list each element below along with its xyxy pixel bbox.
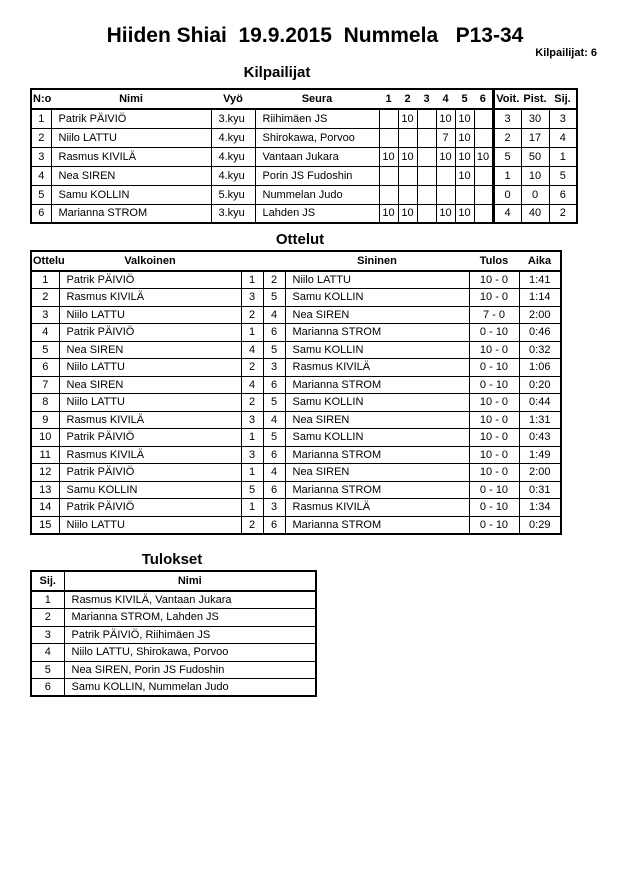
table-cell: Marianna STROM: [285, 376, 469, 394]
table-cell: 1: [241, 464, 263, 482]
table-cell: Niilo LATTU: [59, 516, 241, 534]
table-cell: 40: [521, 204, 549, 223]
table-cell: 2: [263, 271, 285, 289]
table-cell: 0 - 10: [469, 481, 519, 499]
table-cell: Patrik PÄIVIÖ, Riihimäen JS: [64, 626, 316, 644]
table-cell: Niilo LATTU: [59, 306, 241, 324]
table-cell: 0:29: [519, 516, 561, 534]
table-cell: 2: [31, 128, 51, 147]
table-row: [31, 644, 316, 662]
table-cell: 4.kyu: [211, 147, 255, 166]
table-cell: [379, 128, 398, 147]
tulokset-section-title: Tulokset: [141, 551, 203, 568]
table-cell: Marianna STROM: [51, 204, 211, 223]
table-cell: 1:34: [519, 499, 561, 517]
table-cell: 3: [263, 359, 285, 377]
table-row: [31, 109, 577, 128]
table-cell: Marianna STROM: [285, 481, 469, 499]
table-cell: [474, 166, 493, 185]
table-cell: 4: [31, 166, 51, 185]
table-cell: 0:20: [519, 376, 561, 394]
table-cell: 1: [31, 591, 64, 609]
table-cell: 10: [455, 166, 474, 185]
table-row: [31, 289, 561, 307]
competitors-count-label: Kilpailijat: 6: [535, 47, 597, 59]
table-cell: Samu KOLLIN, Nummelan Judo: [64, 679, 316, 697]
table-cell: [474, 109, 493, 128]
table-cell: Vantaan Jukara: [255, 147, 379, 166]
table-cell: Rasmus KIVILÄ: [59, 411, 241, 429]
table-cell: 7 - 0: [469, 306, 519, 324]
ottelut-header-row: [31, 251, 561, 271]
table-cell: 3: [31, 306, 59, 324]
table-cell: 2: [241, 394, 263, 412]
table-cell: Nea SIREN: [285, 306, 469, 324]
column-header: 6: [474, 89, 493, 109]
table-cell: [474, 128, 493, 147]
table-cell: 10: [379, 147, 398, 166]
table-cell: 1:41: [519, 271, 561, 289]
column-header: Vyö: [211, 89, 255, 109]
table-cell: [436, 166, 455, 185]
table-cell: 10: [436, 204, 455, 223]
table-cell: [417, 166, 436, 185]
table-cell: [474, 185, 493, 204]
ottelut-section-title: Ottelut: [275, 231, 325, 248]
table-cell: 8: [31, 394, 59, 412]
ottelut-table: [30, 250, 562, 535]
table-cell: 1:49: [519, 446, 561, 464]
table-cell: Rasmus KIVILÄ: [51, 147, 211, 166]
table-cell: [417, 109, 436, 128]
kilpailijat-header-row: [31, 89, 577, 109]
table-cell: 2: [241, 306, 263, 324]
table-cell: 10: [398, 204, 417, 223]
table-row: [31, 341, 561, 359]
table-cell: Samu KOLLIN: [51, 185, 211, 204]
table-cell: 6: [31, 679, 64, 697]
table-cell: 4.kyu: [211, 166, 255, 185]
table-cell: 1: [31, 271, 59, 289]
table-cell: [379, 109, 398, 128]
table-cell: 0: [521, 185, 549, 204]
column-header: Valkoinen: [59, 251, 241, 271]
table-cell: 6: [31, 204, 51, 223]
table-cell: 1: [493, 166, 521, 185]
table-cell: 0:32: [519, 341, 561, 359]
table-cell: 10 - 0: [469, 429, 519, 447]
table-cell: 7: [31, 376, 59, 394]
table-cell: 9: [31, 411, 59, 429]
table-cell: 7: [436, 128, 455, 147]
table-cell: 10: [379, 204, 398, 223]
table-cell: Nummelan Judo: [255, 185, 379, 204]
table-cell: Nea SIREN: [51, 166, 211, 185]
table-cell: 0 - 10: [469, 516, 519, 534]
table-cell: 4: [263, 464, 285, 482]
table-cell: 1: [241, 271, 263, 289]
table-cell: 0:46: [519, 324, 561, 342]
table-cell: 1:31: [519, 411, 561, 429]
table-cell: [379, 166, 398, 185]
table-cell: Nea SIREN: [59, 341, 241, 359]
tulokset-header-row: [31, 571, 316, 591]
table-cell: Nea SIREN: [285, 411, 469, 429]
table-cell: 4: [263, 306, 285, 324]
table-cell: Rasmus KIVILÄ, Vantaan Jukara: [64, 591, 316, 609]
table-cell: 5: [31, 185, 51, 204]
column-header: Voit.: [493, 89, 521, 109]
table-cell: 3: [493, 109, 521, 128]
table-cell: Rasmus KIVILÄ: [59, 289, 241, 307]
table-cell: [474, 204, 493, 223]
table-cell: 5: [493, 147, 521, 166]
table-row: [31, 591, 316, 609]
column-header: Sininen: [285, 251, 469, 271]
table-row: [31, 359, 561, 377]
table-cell: 4: [493, 204, 521, 223]
column-header: [263, 251, 285, 271]
table-cell: Patrik PÄIVIÖ: [51, 109, 211, 128]
table-row: [31, 376, 561, 394]
table-row: [31, 394, 561, 412]
table-cell: 4: [263, 411, 285, 429]
table-cell: Niilo LATTU: [285, 271, 469, 289]
table-cell: 2: [549, 204, 577, 223]
table-row: [31, 446, 561, 464]
table-cell: [417, 185, 436, 204]
column-header: Nimi: [64, 571, 316, 591]
table-cell: 3: [241, 446, 263, 464]
table-cell: 10: [455, 147, 474, 166]
table-cell: 0:43: [519, 429, 561, 447]
table-cell: Niilo LATTU, Shirokawa, Porvoo: [64, 644, 316, 662]
table-cell: 5: [263, 341, 285, 359]
table-cell: 10: [474, 147, 493, 166]
table-cell: 10: [455, 204, 474, 223]
table-cell: 14: [31, 499, 59, 517]
table-cell: 6: [263, 446, 285, 464]
column-header: Seura: [255, 89, 379, 109]
table-cell: 5: [31, 661, 64, 679]
table-cell: 10: [455, 109, 474, 128]
table-cell: 10: [455, 128, 474, 147]
column-header: Nimi: [51, 89, 211, 109]
table-cell: Rasmus KIVILÄ: [59, 446, 241, 464]
table-cell: Samu KOLLIN: [59, 481, 241, 499]
table-row: [31, 626, 316, 644]
table-cell: 2:00: [519, 464, 561, 482]
table-cell: Porin JS Fudoshin: [255, 166, 379, 185]
table-cell: Samu KOLLIN: [285, 429, 469, 447]
table-cell: 5: [549, 166, 577, 185]
table-cell: 5: [241, 481, 263, 499]
table-cell: 5.kyu: [211, 185, 255, 204]
table-cell: 4: [241, 376, 263, 394]
column-header: Pist.: [521, 89, 549, 109]
table-row: [31, 306, 561, 324]
table-cell: Samu KOLLIN: [285, 394, 469, 412]
table-cell: Marianna STROM: [285, 516, 469, 534]
table-cell: 0 - 10: [469, 499, 519, 517]
table-row: [31, 661, 316, 679]
table-row: [31, 464, 561, 482]
table-cell: Niilo LATTU: [59, 359, 241, 377]
table-cell: 1: [241, 324, 263, 342]
table-cell: 4: [241, 341, 263, 359]
table-cell: 11: [31, 446, 59, 464]
table-cell: [379, 185, 398, 204]
table-row: [31, 324, 561, 342]
table-cell: 0 - 10: [469, 376, 519, 394]
column-header: 4: [436, 89, 455, 109]
table-cell: 10: [398, 147, 417, 166]
table-cell: Niilo LATTU: [51, 128, 211, 147]
column-header: 5: [455, 89, 474, 109]
table-cell: 10: [436, 147, 455, 166]
table-cell: Niilo LATTU: [59, 394, 241, 412]
table-cell: 13: [31, 481, 59, 499]
table-cell: 30: [521, 109, 549, 128]
table-cell: 10 - 0: [469, 289, 519, 307]
table-cell: Lahden JS: [255, 204, 379, 223]
table-cell: Patrik PÄIVIÖ: [59, 271, 241, 289]
table-cell: 10 - 0: [469, 394, 519, 412]
column-header: 3: [417, 89, 436, 109]
table-cell: 3: [31, 147, 51, 166]
table-cell: 50: [521, 147, 549, 166]
page-title: Hiiden Shiai 19.9.2015 Nummela P13-34: [106, 24, 524, 47]
table-cell: 1:14: [519, 289, 561, 307]
table-cell: 4: [31, 644, 64, 662]
table-cell: [436, 185, 455, 204]
table-row: [31, 128, 577, 147]
table-cell: Samu KOLLIN: [285, 341, 469, 359]
table-row: [31, 481, 561, 499]
table-cell: 2: [493, 128, 521, 147]
table-cell: [398, 128, 417, 147]
table-cell: 3: [31, 626, 64, 644]
table-cell: 5: [31, 341, 59, 359]
table-cell: Marianna STROM: [285, 324, 469, 342]
table-cell: 0 - 10: [469, 324, 519, 342]
table-cell: [398, 166, 417, 185]
table-cell: 2: [241, 359, 263, 377]
table-cell: 6: [263, 376, 285, 394]
table-cell: 10: [436, 109, 455, 128]
table-row: [31, 516, 561, 534]
table-row: [31, 609, 316, 627]
table-cell: 6: [263, 324, 285, 342]
table-cell: Shirokawa, Porvoo: [255, 128, 379, 147]
table-cell: 1: [31, 109, 51, 128]
column-header: Sij.: [31, 571, 64, 591]
table-row: [31, 679, 316, 697]
table-cell: 10: [521, 166, 549, 185]
table-cell: Riihimäen JS: [255, 109, 379, 128]
table-cell: 10 - 0: [469, 271, 519, 289]
table-row: [31, 204, 577, 223]
column-header: [241, 251, 263, 271]
table-cell: 0 - 10: [469, 359, 519, 377]
table-row: [31, 147, 577, 166]
column-header: Aika: [519, 251, 561, 271]
table-cell: [417, 204, 436, 223]
column-header: Ottelu: [31, 251, 59, 271]
table-row: [31, 166, 577, 185]
tulokset-table: [30, 570, 317, 697]
table-cell: 6: [549, 185, 577, 204]
table-cell: [417, 147, 436, 166]
table-cell: 6: [263, 516, 285, 534]
column-header: 1: [379, 89, 398, 109]
table-cell: 2: [31, 609, 64, 627]
table-cell: Patrik PÄIVIÖ: [59, 324, 241, 342]
table-cell: Patrik PÄIVIÖ: [59, 429, 241, 447]
table-cell: Nea SIREN: [59, 376, 241, 394]
table-row: [31, 271, 561, 289]
table-cell: Rasmus KIVILÄ: [285, 499, 469, 517]
table-cell: 5: [263, 289, 285, 307]
table-cell: 17: [521, 128, 549, 147]
table-cell: 2: [241, 516, 263, 534]
table-cell: 15: [31, 516, 59, 534]
column-header: Tulos: [469, 251, 519, 271]
table-row: [31, 411, 561, 429]
table-cell: 1: [549, 147, 577, 166]
kilpailijat-table: [30, 88, 578, 224]
table-cell: 0:44: [519, 394, 561, 412]
table-cell: 3.kyu: [211, 204, 255, 223]
table-cell: Nea SIREN: [285, 464, 469, 482]
table-cell: 0: [493, 185, 521, 204]
column-header: N:o: [31, 89, 51, 109]
table-cell: 3: [241, 411, 263, 429]
table-row: [31, 185, 577, 204]
table-cell: Patrik PÄIVIÖ: [59, 499, 241, 517]
table-cell: 3: [263, 499, 285, 517]
table-cell: 10 - 0: [469, 446, 519, 464]
table-cell: [417, 128, 436, 147]
table-row: [31, 429, 561, 447]
table-cell: 2: [31, 289, 59, 307]
table-cell: Marianna STROM: [285, 446, 469, 464]
table-cell: 4: [31, 324, 59, 342]
table-cell: 12: [31, 464, 59, 482]
table-cell: Patrik PÄIVIÖ: [59, 464, 241, 482]
table-cell: 3: [549, 109, 577, 128]
table-cell: 1: [241, 499, 263, 517]
kilpailijat-section-title: Kilpailijat: [243, 64, 311, 81]
table-cell: Nea SIREN, Porin JS Fudoshin: [64, 661, 316, 679]
table-cell: 10: [398, 109, 417, 128]
table-cell: 10 - 0: [469, 411, 519, 429]
table-cell: 1:06: [519, 359, 561, 377]
table-cell: 4: [549, 128, 577, 147]
table-cell: 4.kyu: [211, 128, 255, 147]
table-cell: 5: [263, 394, 285, 412]
table-cell: Samu KOLLIN: [285, 289, 469, 307]
table-cell: 6: [31, 359, 59, 377]
table-cell: Marianna STROM, Lahden JS: [64, 609, 316, 627]
column-header: Sij.: [549, 89, 577, 109]
table-cell: Rasmus KIVILÄ: [285, 359, 469, 377]
table-cell: 5: [263, 429, 285, 447]
table-cell: 3.kyu: [211, 109, 255, 128]
table-cell: [398, 185, 417, 204]
table-cell: 2:00: [519, 306, 561, 324]
table-cell: 10 - 0: [469, 464, 519, 482]
column-header: 2: [398, 89, 417, 109]
table-cell: 3: [241, 289, 263, 307]
table-row: [31, 499, 561, 517]
table-cell: 6: [263, 481, 285, 499]
table-cell: 10: [31, 429, 59, 447]
table-cell: 10 - 0: [469, 341, 519, 359]
table-cell: 1: [241, 429, 263, 447]
table-cell: [455, 185, 474, 204]
table-cell: 0:31: [519, 481, 561, 499]
